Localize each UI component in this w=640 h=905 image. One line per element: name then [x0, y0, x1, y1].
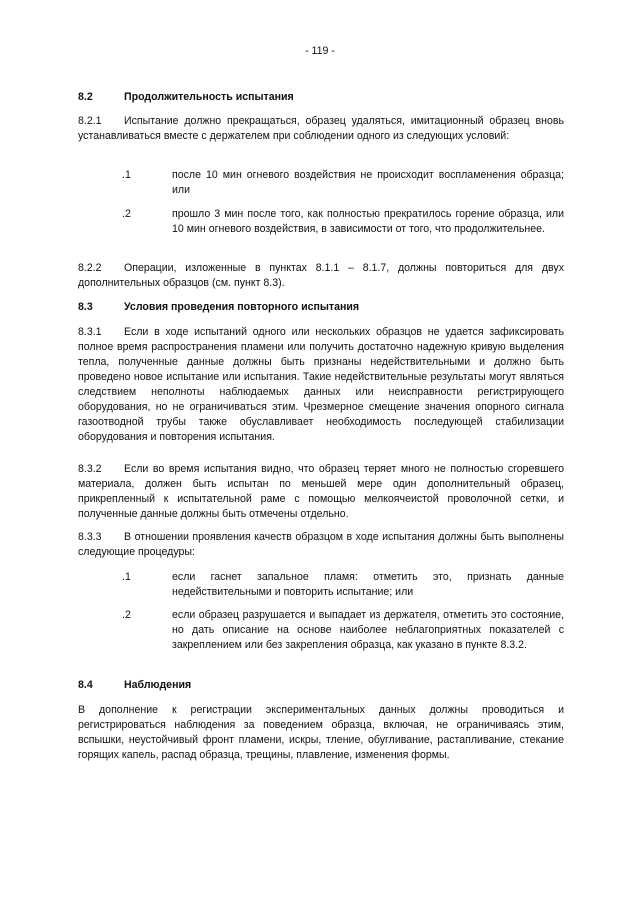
list-item-text: после 10 мин огневого воздействия не происходит воспламенения образца; или: [172, 169, 564, 196]
list-item-text: если образец разрушается и выпадает из держателя, отметить это состояние, но дать описание на основе наиболее неблагоприятных показателей с закреплением или без закрепления образца, как указано в пункте 8.3.2.: [172, 609, 564, 651]
list-item-number: .1: [122, 169, 131, 181]
paragraph-text: Если в ходе испытаний одного или нескольких образцов не удается зафиксировать полное время распространения пламени или получить достаточно надежную кривую выделения тепла, полученные данные должны быть признаны недействительными и должно быть проведено новое испытание или испытания. Такие недействительные результаты могут являться следствием неполноты наблюдаемых данных или неисправности регистрирующего оборудования, но не ограничиваться этим. Чрезмерное смещение значения опорного сигнала газоотводной трубы также обуславливает необходимость последующей стабилизации оборудования и повторения испытания.: [78, 326, 564, 443]
paragraph-number: 8.2.2: [78, 262, 102, 274]
list-item: [122, 168, 564, 198]
paragraph-8-2-1: [78, 114, 564, 144]
paragraph-number: 8.2.1: [78, 115, 102, 127]
list-item: [122, 570, 564, 600]
list-item-text: если гаснет запальное пламя: отметить это, признать данные недействительными и повторить испытание; или: [172, 571, 564, 598]
paragraph-text: В отношении проявления качеств образцом в ходе испытания должны быть выполнены следующие процедуры:: [78, 531, 564, 558]
paragraph-8-2-2: [78, 261, 564, 291]
page-number: - 119 -: [305, 45, 335, 57]
paragraph-8-3-1: [78, 325, 564, 445]
paragraph-text: В дополнение к регистрации экспериментальных данных должны проводиться и регистрироваться наблюдения за поведением образца, включая, не ограничиваясь этим, вспышки, неустойчивый фронт пламени, искры, тление, обугливание, растапливание, стекание горящих капель, распад образца, трещины, плавление, изменения формы.: [78, 704, 564, 761]
paragraph-number: 8.3.2: [78, 463, 102, 475]
section-number: 8.3: [78, 301, 93, 313]
paragraph-8-3-3: [78, 530, 564, 560]
section-title: Наблюдения: [124, 679, 192, 691]
section-number: 8.4: [78, 679, 93, 691]
list-item: [122, 608, 564, 653]
section-number: 8.2: [78, 91, 93, 103]
paragraph-text: Если во время испытания видно, что образец теряет много не полностью сгоревшего материала, должен быть испытан по меньшей мере один дополнительный образец, прикрепленный к испытательной раме с помощью мелкоячеистой проволочной сетки, и полученные данные должны быть отмечены отдельно.: [78, 463, 564, 520]
paragraph-text: Испытание должно прекращаться, образец удаляться, имитационный образец вновь устанавливаться вместе с держателем при соблюдении одного из следующих условий:: [78, 115, 564, 142]
list-item-number: .2: [122, 208, 131, 220]
paragraph-8-3-2: [78, 462, 564, 522]
paragraph-8-4: [78, 703, 564, 763]
section-title: Условия проведения повторного испытания: [124, 301, 360, 313]
paragraph-text: Операции, изложенные в пунктах 8.1.1 – 8.1.7, должны повториться для двух дополнительных образцов (см. пункт 8.3).: [78, 262, 564, 289]
section-heading-8-2: [78, 90, 564, 105]
list-item-number: .2: [122, 609, 131, 621]
list-item-number: .1: [122, 571, 131, 583]
paragraph-number: 8.3.1: [78, 326, 102, 338]
section-heading-8-4: [78, 678, 564, 693]
list-item: [122, 207, 564, 237]
list-item-text: прошло 3 мин после того, как полностью прекратилось горение образца, или 10 мин огневого воздействия, в зависимости от того, что продолжительнее.: [172, 208, 564, 235]
section-title: Продолжительность испытания: [124, 91, 294, 103]
section-heading-8-3: [78, 300, 564, 315]
paragraph-number: 8.3.3: [78, 531, 102, 543]
